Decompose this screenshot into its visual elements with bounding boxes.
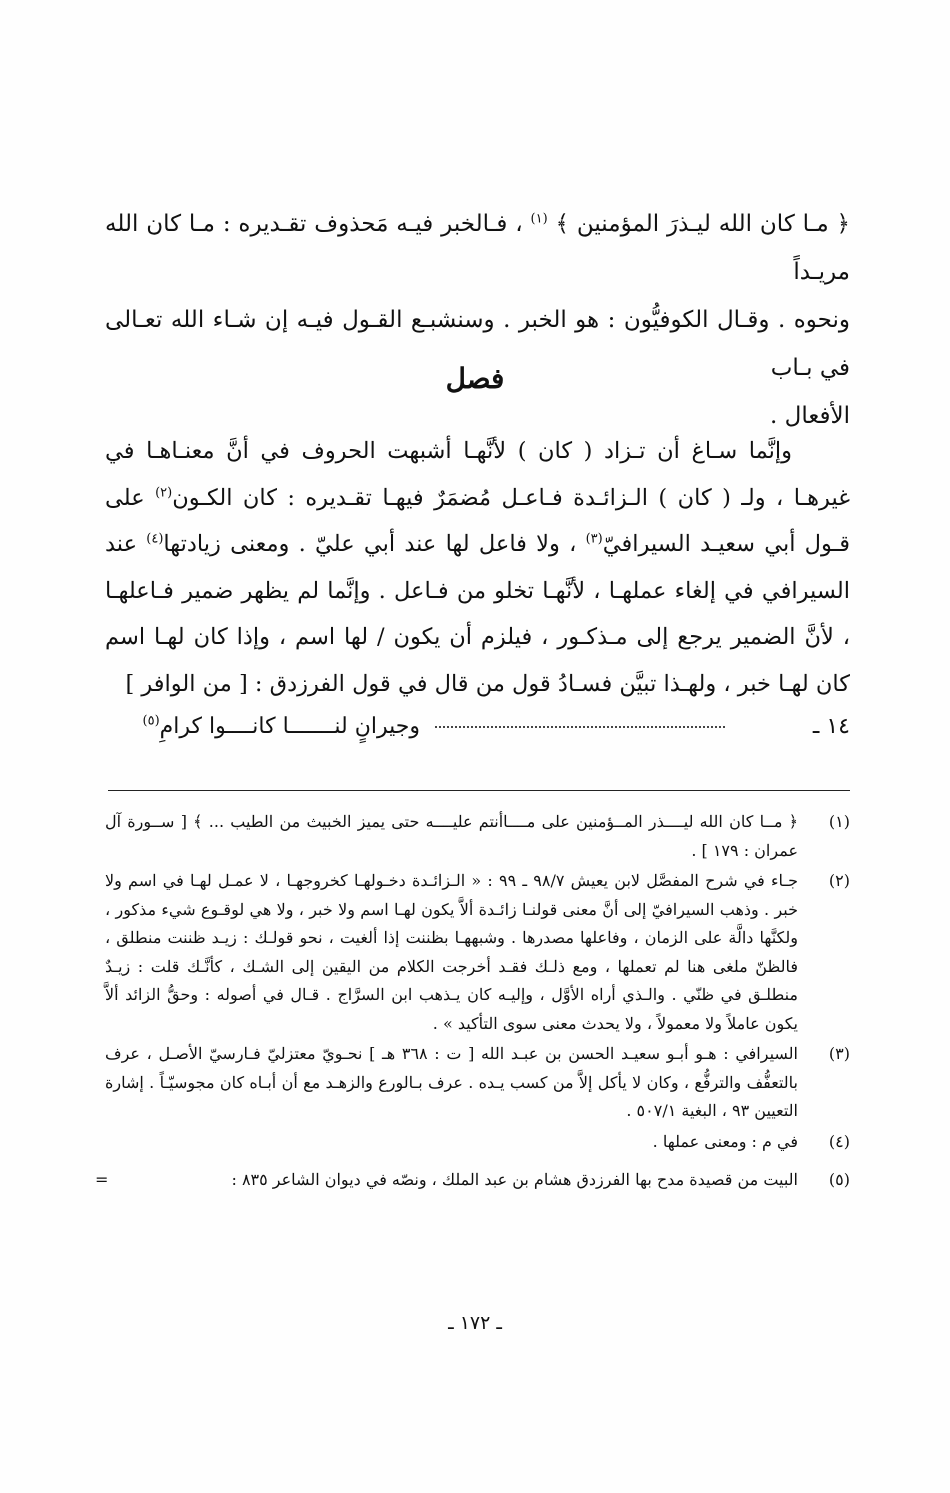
intro-text — [105, 200, 850, 440]
quran-quote: ﴿ مـا كان الله ليـذرَ المؤمنين ﴾ — [555, 211, 851, 237]
footnote — [105, 1128, 850, 1157]
verse-dotted-line — [435, 726, 725, 728]
footnote — [105, 1040, 850, 1126]
footnote-ref: (٤) — [146, 531, 164, 547]
page-number: ـ ١٧٢ ـ — [448, 1312, 502, 1334]
footnote-text: البيت من قصيدة مدح بها الفرزدق هشام بن عبد الملك ، ونصّه في ديوان الشاعر ٨٣٥ : — [231, 1170, 798, 1189]
footnote-ref: (٥) — [142, 713, 160, 729]
footnote-ref: (٢) — [155, 485, 173, 500]
footnote-ref: (١) — [530, 211, 548, 227]
footnote-text: السيرافي : هـو أبـو سعيـد الحسن بن عبـد الله [ ت : ٣٦٨ هـ ] نحـويّ معتزليّ فـارسيّ الأصـل ، عرف بالتعفُّف والترفُّع ، وكان لا يأكل إلاَّ من كسب يـده . عرف بـالورع والزهـد مع أن أبـاه كان مجوسيّـاً . إشارة التعيين ٩٣ ، البغية ٥٠٧/١ . — [105, 1044, 799, 1120]
intro-line-3: الأفعال . — [770, 403, 850, 429]
body-text-part: عند السيرافي في إلغاء عملهـا ، لأنَّهـا تخلو من فـاعل . وإنَّما لم يظهر ضمير فـاعلهـا ، لأنَّ الضمير يرجع إلى مـذكـور ، فيلزم أن يكون / لها اسم ، وإذا كان لهـا اسم كان لهـا خبر ، ولهـذا تبيَّن فسـادُ قول من قال في قول الفرزدق : [ من الوافر ] — [105, 531, 850, 697]
body-text — [105, 428, 850, 707]
poetry-verse — [100, 714, 850, 760]
continued-mark: = — [95, 1170, 109, 1189]
verse-hemistich: وجيرانٍ لنـــــــا كانــــوا كرامِ — [159, 714, 420, 739]
footnote-number: (٤) — [828, 1131, 850, 1151]
body-text-part: وإنَّما سـاغ أن تـزاد ( كان ) لأنَّهـا أشبهت الحروف في أنَّ معنـاهـا في غيرهـا ، — [105, 438, 851, 511]
body-text-part: ولـ ( كان ) الـزائـدة فـاعـل مُضمَرٌ فيهـا تقـديره : كان الكـون — [172, 484, 766, 511]
body-paragraph — [105, 428, 850, 707]
body-text-part: على قـول أبي سعيـد — [105, 484, 850, 557]
footnote — [105, 867, 850, 1038]
intro-line-1-rest: ، فـالخبر فيـه مَحذوف تقـديره : مـا كان الله مريـداً — [105, 211, 850, 285]
footnote-text: جـاء في شرح المفصَّل لابن يعيش ٩٨/٧ ـ ٩٩ : « الـزائـدة دخـولهـا كخروجهـا ، لا عمـل لهـا في اسم ولا خبر . وذهب السيرافيّ إلى أنَّ معنى قولنـا زائـدة ألاَّ يكون لهـا اسم ولا خبر ، ولا هي لوقـوع شيء مذكور ، ولكنَّها دالَّة على الزمان ، وفاعلها مصدرها . وشبههـا بظننت إذا ألغيت ، نحو قولـك : زيـد ظننت منطلق ، فالظنّ ملغى هنا لم تعملها ، ومع ذلـك فقـد أخرجت الكلام من اليقين إلى الشـك ، كأنَّـك قلت : زيـدٌ منطلـق في ظنّي . والـذي أراه الأوَّل ، وإليـه كان يـذهب ابن السرَّاج . قـال في أصوله : وحقُّ الزائد ألاَّ يكون عاملاً ولا معمولاً ، ولا يحدث معنى سوى التأكيد » . — [105, 871, 799, 1033]
footnote — [105, 808, 850, 865]
verse-number: ١٤ ـ — [812, 714, 850, 739]
body-text-part: ، ولا فاعل لها عند أبي عليّ . ومعنى زيادتها — [163, 531, 577, 557]
verse-text — [143, 714, 420, 739]
footnote-text: في م : ومعنى عملها . — [652, 1131, 798, 1151]
footnote-text: ﴿ مــا كان الله ليــــذر المــؤمنين على مــــاأنتم عليــــه حتى يميز الخبيث من الطيب ... ﴾ [ ســورة آل عمران : ١٧٩ ] . — [105, 812, 798, 860]
footnote-number: (١) — [828, 812, 850, 831]
footnotes — [95, 808, 850, 1197]
footnote-ref: (٣) — [585, 531, 603, 547]
footnote-number: (٥) — [828, 1170, 850, 1189]
footnote-separator — [108, 790, 850, 791]
intro-line-1 — [105, 200, 850, 296]
body-text-part: السيرافيّ — [602, 531, 691, 557]
footnote-number: (٣) — [828, 1044, 850, 1063]
section-title: فصل — [445, 362, 505, 395]
footnote — [95, 1166, 850, 1195]
intro-line-2: ونحوه . وقـال الكوفيُّون : هو الخبر . وسنشبـع القـول فيـه إن شـاء الله تعـالى في بـاب — [105, 307, 850, 381]
footnote-number: (٢) — [828, 871, 850, 890]
